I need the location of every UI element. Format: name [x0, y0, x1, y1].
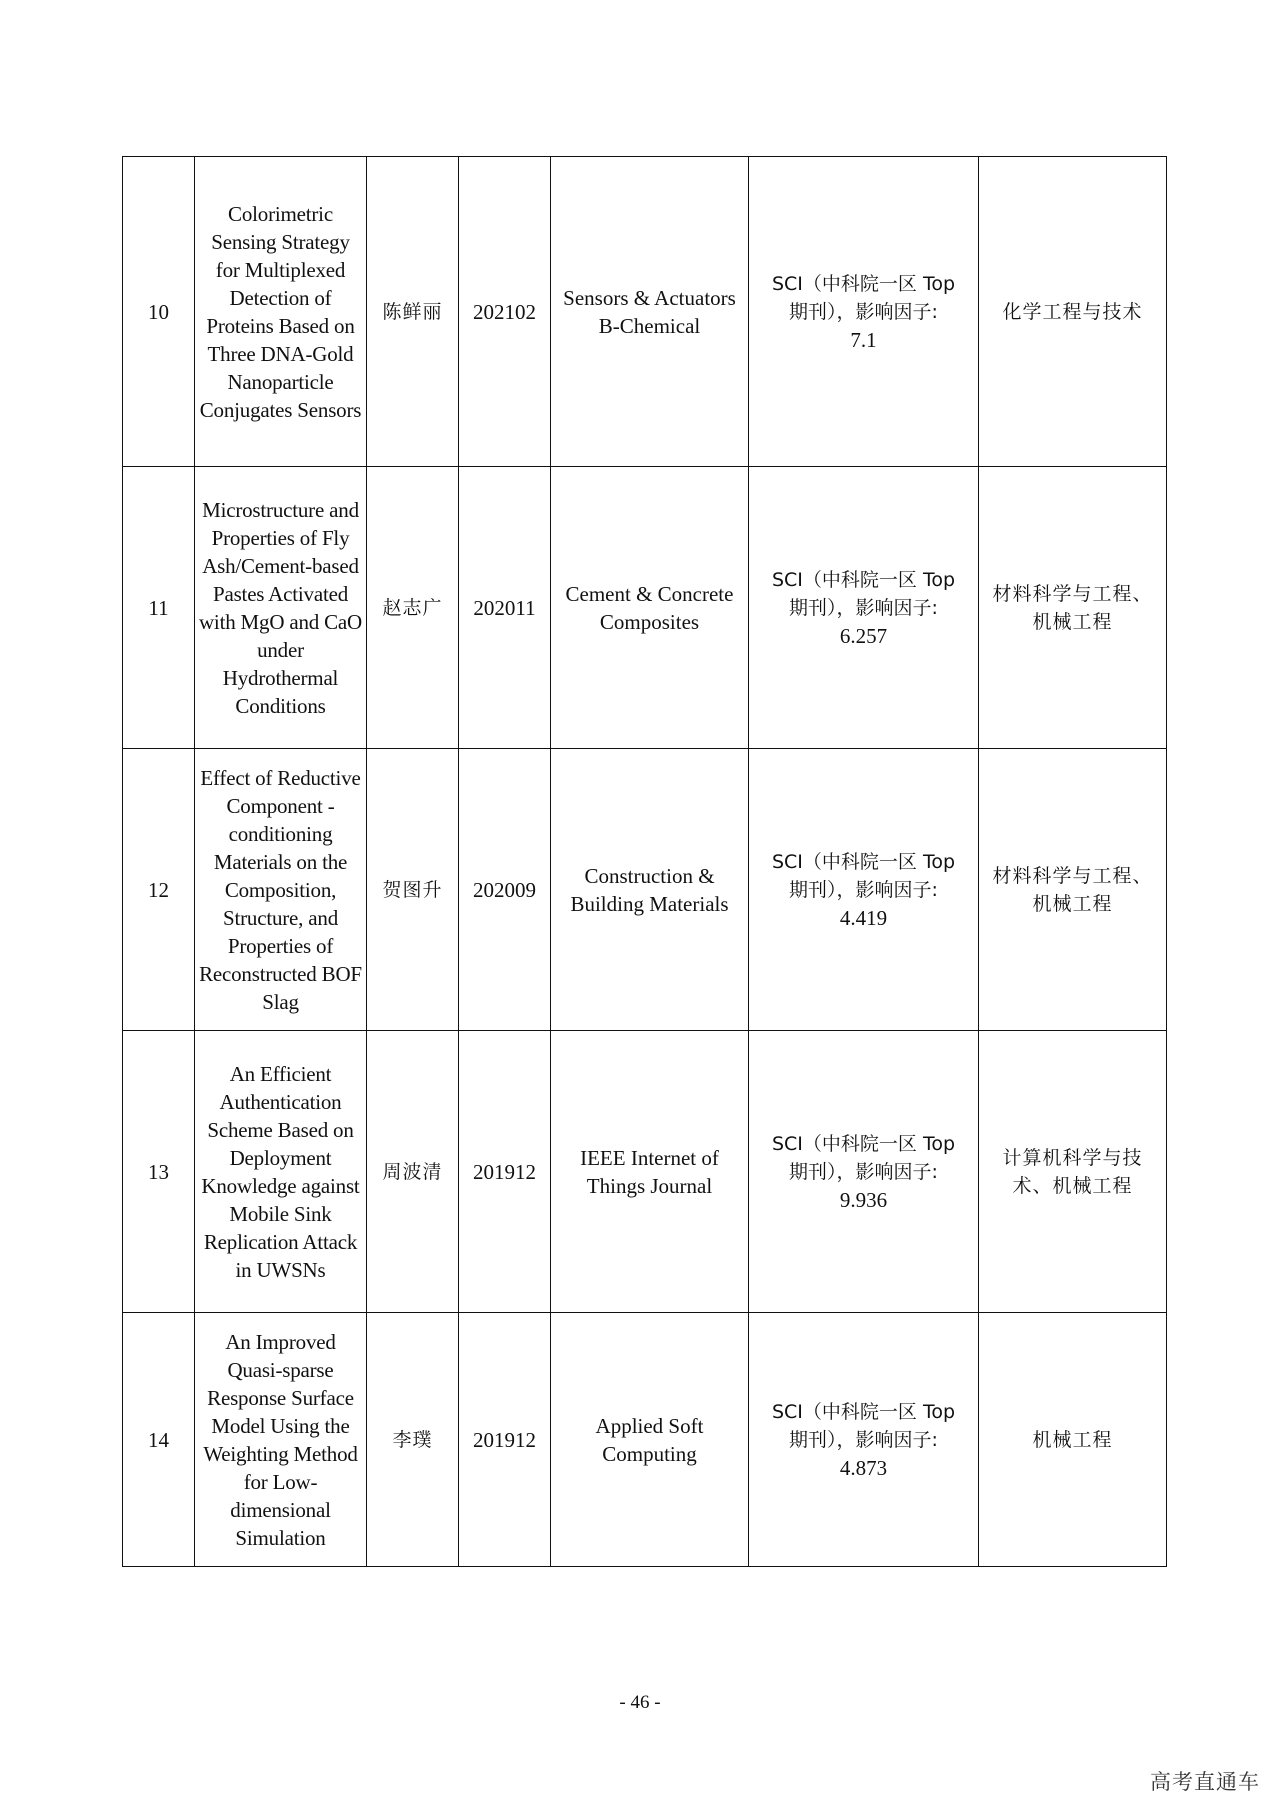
journal-level	[749, 467, 979, 749]
journal-level	[749, 157, 979, 467]
paper-title: An Efficient Authentication Scheme Based on Deployment Knowledge against Mobile Sink Replication Attack in UWSNs	[195, 1031, 367, 1313]
discipline: 机械工程	[979, 1313, 1167, 1567]
level-prefix: SCI（中科院一区 Top	[771, 1132, 956, 1155]
impact-factor: 4.419	[839, 905, 888, 930]
row-index: 11	[123, 467, 195, 749]
journal-level	[749, 1313, 979, 1567]
author-name: 赵志广	[367, 467, 459, 749]
publish-date: 201912	[459, 1031, 551, 1313]
journal-level	[749, 749, 979, 1031]
publish-date: 202009	[459, 749, 551, 1031]
paper-title: Microstructure and Properties of Fly Ash/Cement-based Pastes Activated with MgO and CaO under Hydrothermal Conditions	[195, 467, 367, 749]
table-row	[123, 157, 1167, 467]
table-row	[123, 467, 1167, 749]
impact-factor: 4.873	[839, 1455, 888, 1480]
journal-name: Applied Soft Computing	[551, 1313, 749, 1567]
journal-name: Cement & Concrete Composites	[551, 467, 749, 749]
impact-factor: 9.936	[839, 1187, 888, 1212]
impact-factor: 6.257	[839, 623, 888, 648]
level-prefix: SCI（中科院一区 Top	[771, 850, 956, 873]
level-prefix: SCI（中科院一区 Top	[771, 1400, 956, 1423]
level-mid: 期刊），影响因子:	[789, 596, 938, 619]
row-index: 10	[123, 157, 195, 467]
publish-date: 201912	[459, 1313, 551, 1567]
discipline: 材料科学与工程、机械工程	[979, 749, 1167, 1031]
discipline: 材料科学与工程、机械工程	[979, 467, 1167, 749]
level-prefix: SCI（中科院一区 Top	[771, 272, 956, 295]
journal-name: Sensors & Actuators B-Chemical	[551, 157, 749, 467]
table-row	[123, 749, 1167, 1031]
page-number: - 46 -	[619, 1692, 661, 1713]
table-row	[123, 1313, 1167, 1567]
publish-date: 202102	[459, 157, 551, 467]
journal-name: Construction & Building Materials	[551, 749, 749, 1031]
author-name: 陈鲜丽	[367, 157, 459, 467]
author-name: 周波清	[367, 1031, 459, 1313]
author-name: 贺图升	[367, 749, 459, 1031]
discipline: 计算机科学与技术、机械工程	[979, 1031, 1167, 1313]
level-mid: 期刊），影响因子:	[789, 1160, 938, 1183]
impact-factor: 7.1	[850, 327, 877, 352]
table-row	[123, 1031, 1167, 1313]
level-mid: 期刊），影响因子:	[789, 300, 938, 323]
row-index: 13	[123, 1031, 195, 1313]
level-prefix: SCI（中科院一区 Top	[771, 568, 956, 591]
journal-name: IEEE Internet of Things Journal	[551, 1031, 749, 1313]
level-mid: 期刊），影响因子:	[789, 1428, 938, 1451]
discipline: 化学工程与技术	[979, 157, 1167, 467]
row-index: 12	[123, 749, 195, 1031]
level-mid: 期刊），影响因子:	[789, 878, 938, 901]
papers-table	[122, 156, 1167, 1567]
row-index: 14	[123, 1313, 195, 1567]
publish-date: 202011	[459, 467, 551, 749]
watermark-text: 高考直通车	[1150, 1770, 1260, 1794]
paper-title: Effect of Reductive Component -conditioning Materials on the Composition, Structure, and Properties of Reconstructed BOF Slag	[195, 749, 367, 1031]
paper-title: An Improved Quasi-sparse Response Surface Model Using the Weighting Method for Low-dimensional Simulation	[195, 1313, 367, 1567]
author-name: 李璞	[367, 1313, 459, 1567]
paper-title: Colorimetric Sensing Strategy for Multiplexed Detection of Proteins Based on Three DNA-Gold Nanoparticle Conjugates Sensors	[195, 157, 367, 467]
journal-level	[749, 1031, 979, 1313]
